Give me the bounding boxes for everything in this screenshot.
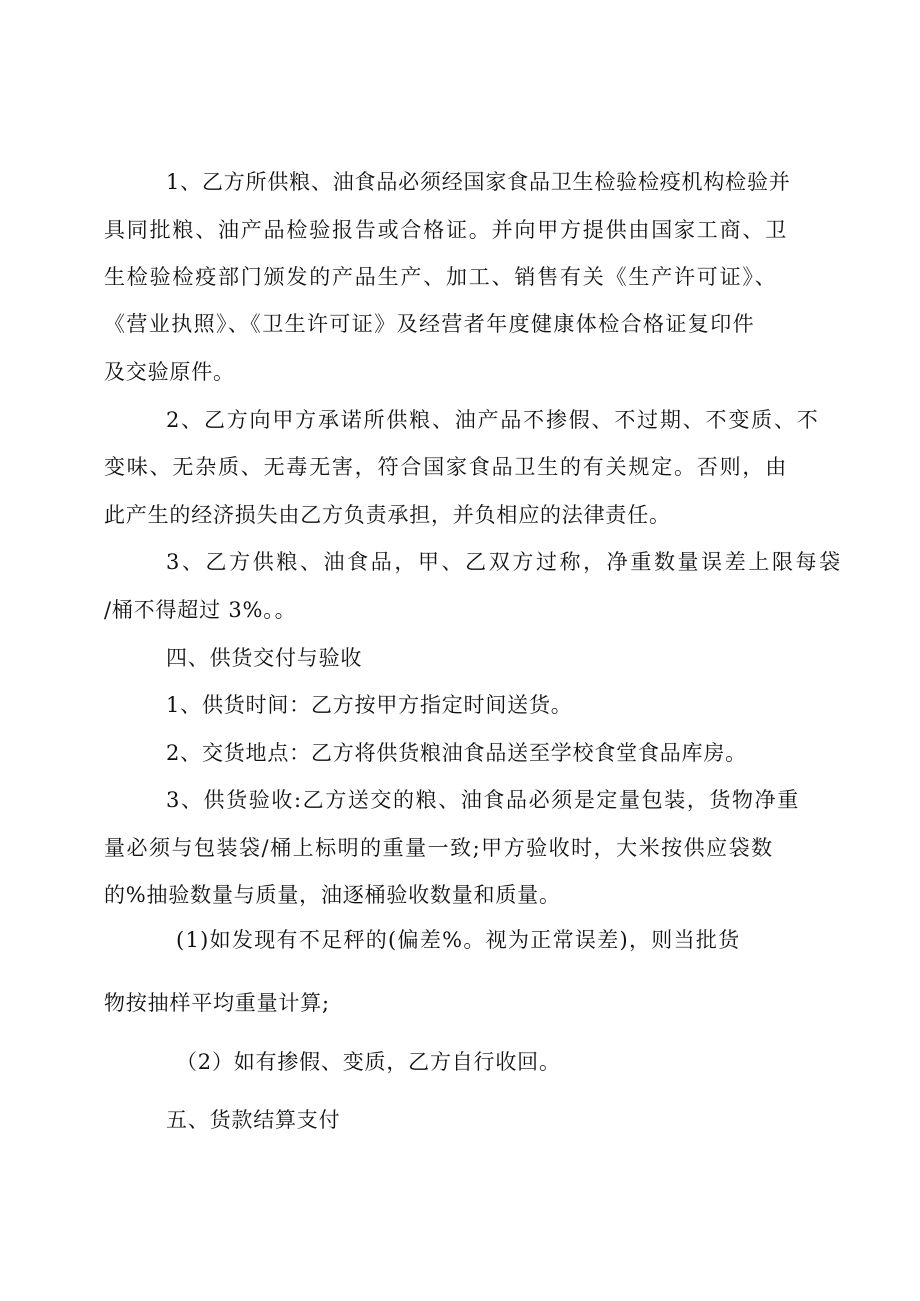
text-line: 此产生的经济损失由乙方负责承担，并负相应的法律责任。 [104,503,671,527]
section-heading: 五、货款结算支付 [166,1108,341,1132]
text-line: 量必须与包装袋/桶上标明的重量一致;甲方验收时，大米按供应袋数 [104,836,774,860]
text-line: 3、供货验收:乙方送交的粮、油食品必须是定量包装，货物净重 [166,788,800,812]
text-line: (1)如发现有不足秤的(偏差%。视为正常误差)，则当批货 [176,928,741,952]
text-line: 1、乙方所供粮、油食品必须经国家食品卫生检验检疫机构检验并 [166,170,791,194]
text-line: 的%抽验数量与质量，油逐桶验收数量和质量。 [104,883,561,907]
text-line: 1、供货时间：乙方按甲方指定时间送货。 [166,693,573,717]
text-line: 2、交货地点：乙方将供货粮油食品送至学校食堂食品库房。 [166,741,747,765]
text-line: /桶不得超过 3%。。 [104,598,297,622]
text-line: 3、乙方供粮、油食品，甲、乙双方过称，净重数量误差上限每袋 [166,550,843,574]
text-line: 物按抽样平均重量计算; [104,991,330,1015]
text-line: 生检验检疫部门颁发的产品生产、加工、销售有关《生产许可证》、 [104,265,778,289]
text-line: 变味、无杂质、无毒无害，符合国家食品卫生的有关规定。否则，由 [104,455,788,479]
text-line: 具同批粮、油产品检验报告或合格证。并向甲方提供由国家工商、卫 [104,218,788,242]
text-line: 及交验原件。 [104,360,235,384]
text-line: 2、乙方向甲方承诺所供粮、油产品不掺假、不过期、不变质、不 [166,408,820,432]
section-heading: 四、供货交付与验收 [166,646,363,670]
text-line: （2）如有掺假、变质，乙方自行收回。 [176,1050,561,1074]
text-line: 《营业执照》、《卫生许可证》及经营者年度健康体检合格证复印件 [104,312,755,336]
